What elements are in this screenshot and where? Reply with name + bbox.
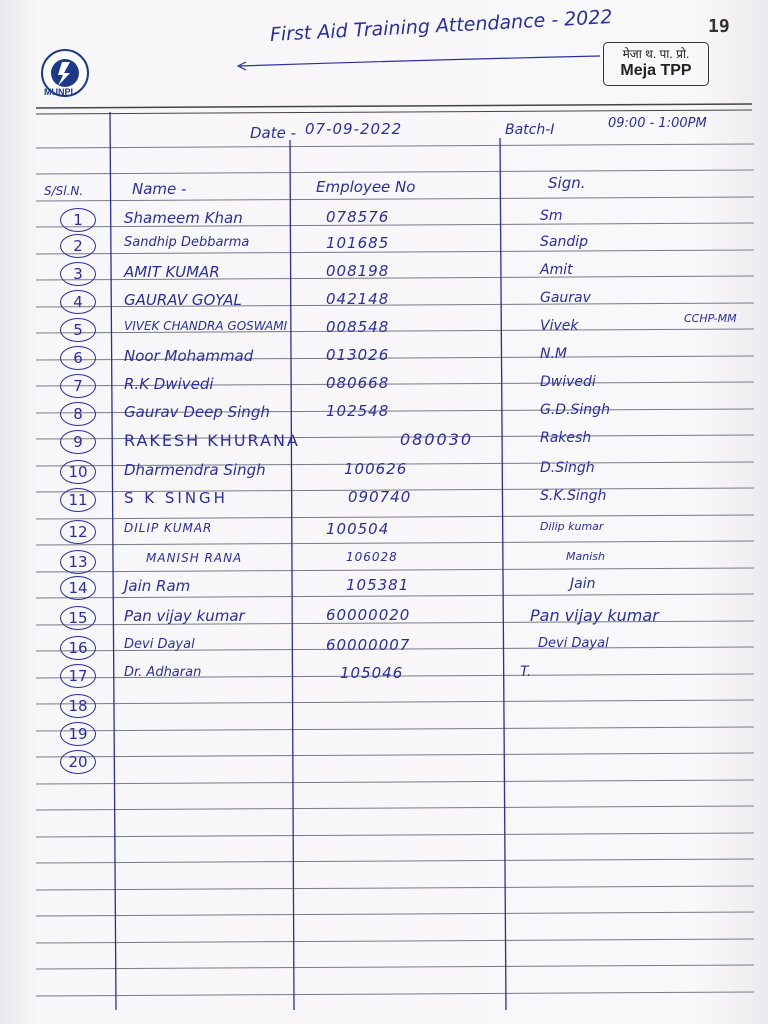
table-row: [0, 374, 768, 400]
employee-number: 090740: [348, 488, 412, 506]
signature: Gaurav: [540, 290, 591, 306]
table-row: [0, 402, 768, 428]
participant-name: Dharmendra Singh: [124, 461, 266, 479]
time-range: 09:00 - 1:00PM: [608, 116, 707, 131]
employee-number: 60000020: [326, 606, 411, 624]
date-label: Date -: [250, 124, 297, 142]
participant-name: Pan vijay kumar: [124, 607, 245, 625]
serial-number: 15: [60, 606, 96, 630]
participant-name: AMIT KUMAR: [124, 263, 220, 281]
serial-number: 11: [60, 488, 96, 512]
stamp-english-text: Meja TPP: [620, 62, 692, 79]
employee-number: 008548: [326, 318, 390, 336]
signature: D.Singh: [540, 460, 595, 476]
participant-name: Gaurav Deep Singh: [124, 403, 270, 421]
serial-number: 20: [60, 750, 96, 774]
participant-name: VIVEK CHANDRA GOSWAMI: [124, 319, 288, 333]
employee-number: 080030: [400, 430, 474, 449]
signature: T.: [520, 664, 532, 680]
table-row: [0, 290, 768, 316]
serial-number: 5: [60, 318, 96, 342]
serial-number: 4: [60, 290, 96, 314]
serial-number: 7: [60, 374, 96, 398]
employee-number: 105046: [340, 664, 404, 682]
signature: Jain: [570, 576, 596, 592]
page-title: First Aid Training Attendance - 2022: [269, 6, 614, 46]
table-row: [0, 430, 768, 456]
page-number: 19: [708, 16, 730, 37]
signature: Manish: [566, 550, 605, 563]
employee-number: 008198: [326, 262, 390, 280]
signature: Vivek: [540, 318, 579, 334]
table-row: [0, 346, 768, 372]
table-row: [0, 208, 768, 234]
signature: Rakesh: [540, 430, 592, 446]
table-row: [0, 488, 768, 514]
serial-number: 9: [60, 430, 96, 454]
table-row: [0, 520, 768, 546]
serial-number: 18: [60, 694, 96, 718]
table-row: [0, 722, 768, 748]
participant-name: R.K Dwivedi: [124, 375, 214, 393]
employee-number: 105381: [346, 576, 410, 594]
signature: Dilip kumar: [540, 520, 604, 533]
batch-label: Batch-I: [505, 122, 555, 138]
table-row: [0, 318, 768, 344]
column-header-name: Name -: [132, 180, 187, 198]
meja-tpp-stamp: [603, 42, 709, 86]
signature: Pan vijay kumar: [530, 606, 659, 625]
employee-number: 042148: [326, 290, 390, 308]
signature: Amit: [540, 262, 573, 278]
signature: Sandip: [540, 234, 589, 250]
participant-name: Dr. Adharan: [124, 665, 202, 680]
participant-name: DILIP KUMAR: [124, 521, 213, 535]
signature: S.K.Singh: [540, 488, 607, 504]
participant-name: RAKESH KHURANA: [124, 431, 300, 450]
employee-number: 080668: [326, 374, 390, 392]
participant-name: Noor Mohammad: [124, 347, 254, 365]
signature: Sm: [540, 208, 563, 224]
employee-number: 106028: [346, 550, 398, 564]
employee-number: 101685: [326, 234, 390, 252]
serial-number: 1: [60, 208, 96, 232]
serial-number: 10: [60, 460, 96, 484]
serial-number: 17: [60, 664, 96, 688]
employee-number: 100504: [326, 520, 390, 538]
serial-number: 6: [60, 346, 96, 370]
serial-number: 14: [60, 576, 96, 600]
serial-number: 12: [60, 520, 96, 544]
table-row: [0, 636, 768, 662]
side-note: CCHP-MM: [684, 312, 737, 325]
employee-number: 60000007: [326, 636, 411, 654]
column-header-sign: Sign.: [548, 174, 586, 192]
table-row: [0, 234, 768, 260]
signature: N.M: [540, 346, 568, 362]
signature: Devi Dayal: [538, 636, 609, 651]
signature: G.D.Singh: [540, 402, 610, 418]
participant-name: Shameem Khan: [124, 209, 243, 227]
table-row: [0, 750, 768, 776]
participant-name: S K SINGH: [124, 489, 228, 507]
table-row: [0, 550, 768, 576]
serial-number: 8: [60, 402, 96, 426]
table-row: [0, 694, 768, 720]
table-row: [0, 262, 768, 288]
participant-name: MANISH RANA: [146, 551, 243, 565]
column-header-employee-no: Employee No: [316, 178, 416, 196]
participant-name: GAURAV GOYAL: [124, 291, 242, 309]
table-row: [0, 606, 768, 632]
employee-number: 100626: [344, 460, 408, 478]
participant-name: Devi Dayal: [124, 637, 195, 652]
serial-number: 2: [60, 234, 96, 258]
table-row: [0, 576, 768, 602]
employee-number: 013026: [326, 346, 390, 364]
signature: Dwivedi: [540, 374, 596, 390]
participant-name: Jain Ram: [124, 577, 191, 595]
table-row: [0, 460, 768, 486]
stamp-hindi-text: मेजा थ. पा. प्रो.: [622, 47, 690, 61]
column-header-sr: S/Sl.N.: [44, 184, 84, 198]
serial-number: 19: [60, 722, 96, 746]
serial-number: 3: [60, 262, 96, 286]
table-row: [0, 664, 768, 690]
employee-number: 078576: [326, 208, 390, 226]
serial-number: 13: [60, 550, 96, 574]
employee-number: 102548: [326, 402, 390, 420]
date-value: 07-09-2022: [305, 120, 403, 138]
participant-name: Sandhip Debbarma: [124, 235, 250, 250]
serial-number: 16: [60, 636, 96, 660]
logo-text: MUNPL: [44, 87, 76, 97]
